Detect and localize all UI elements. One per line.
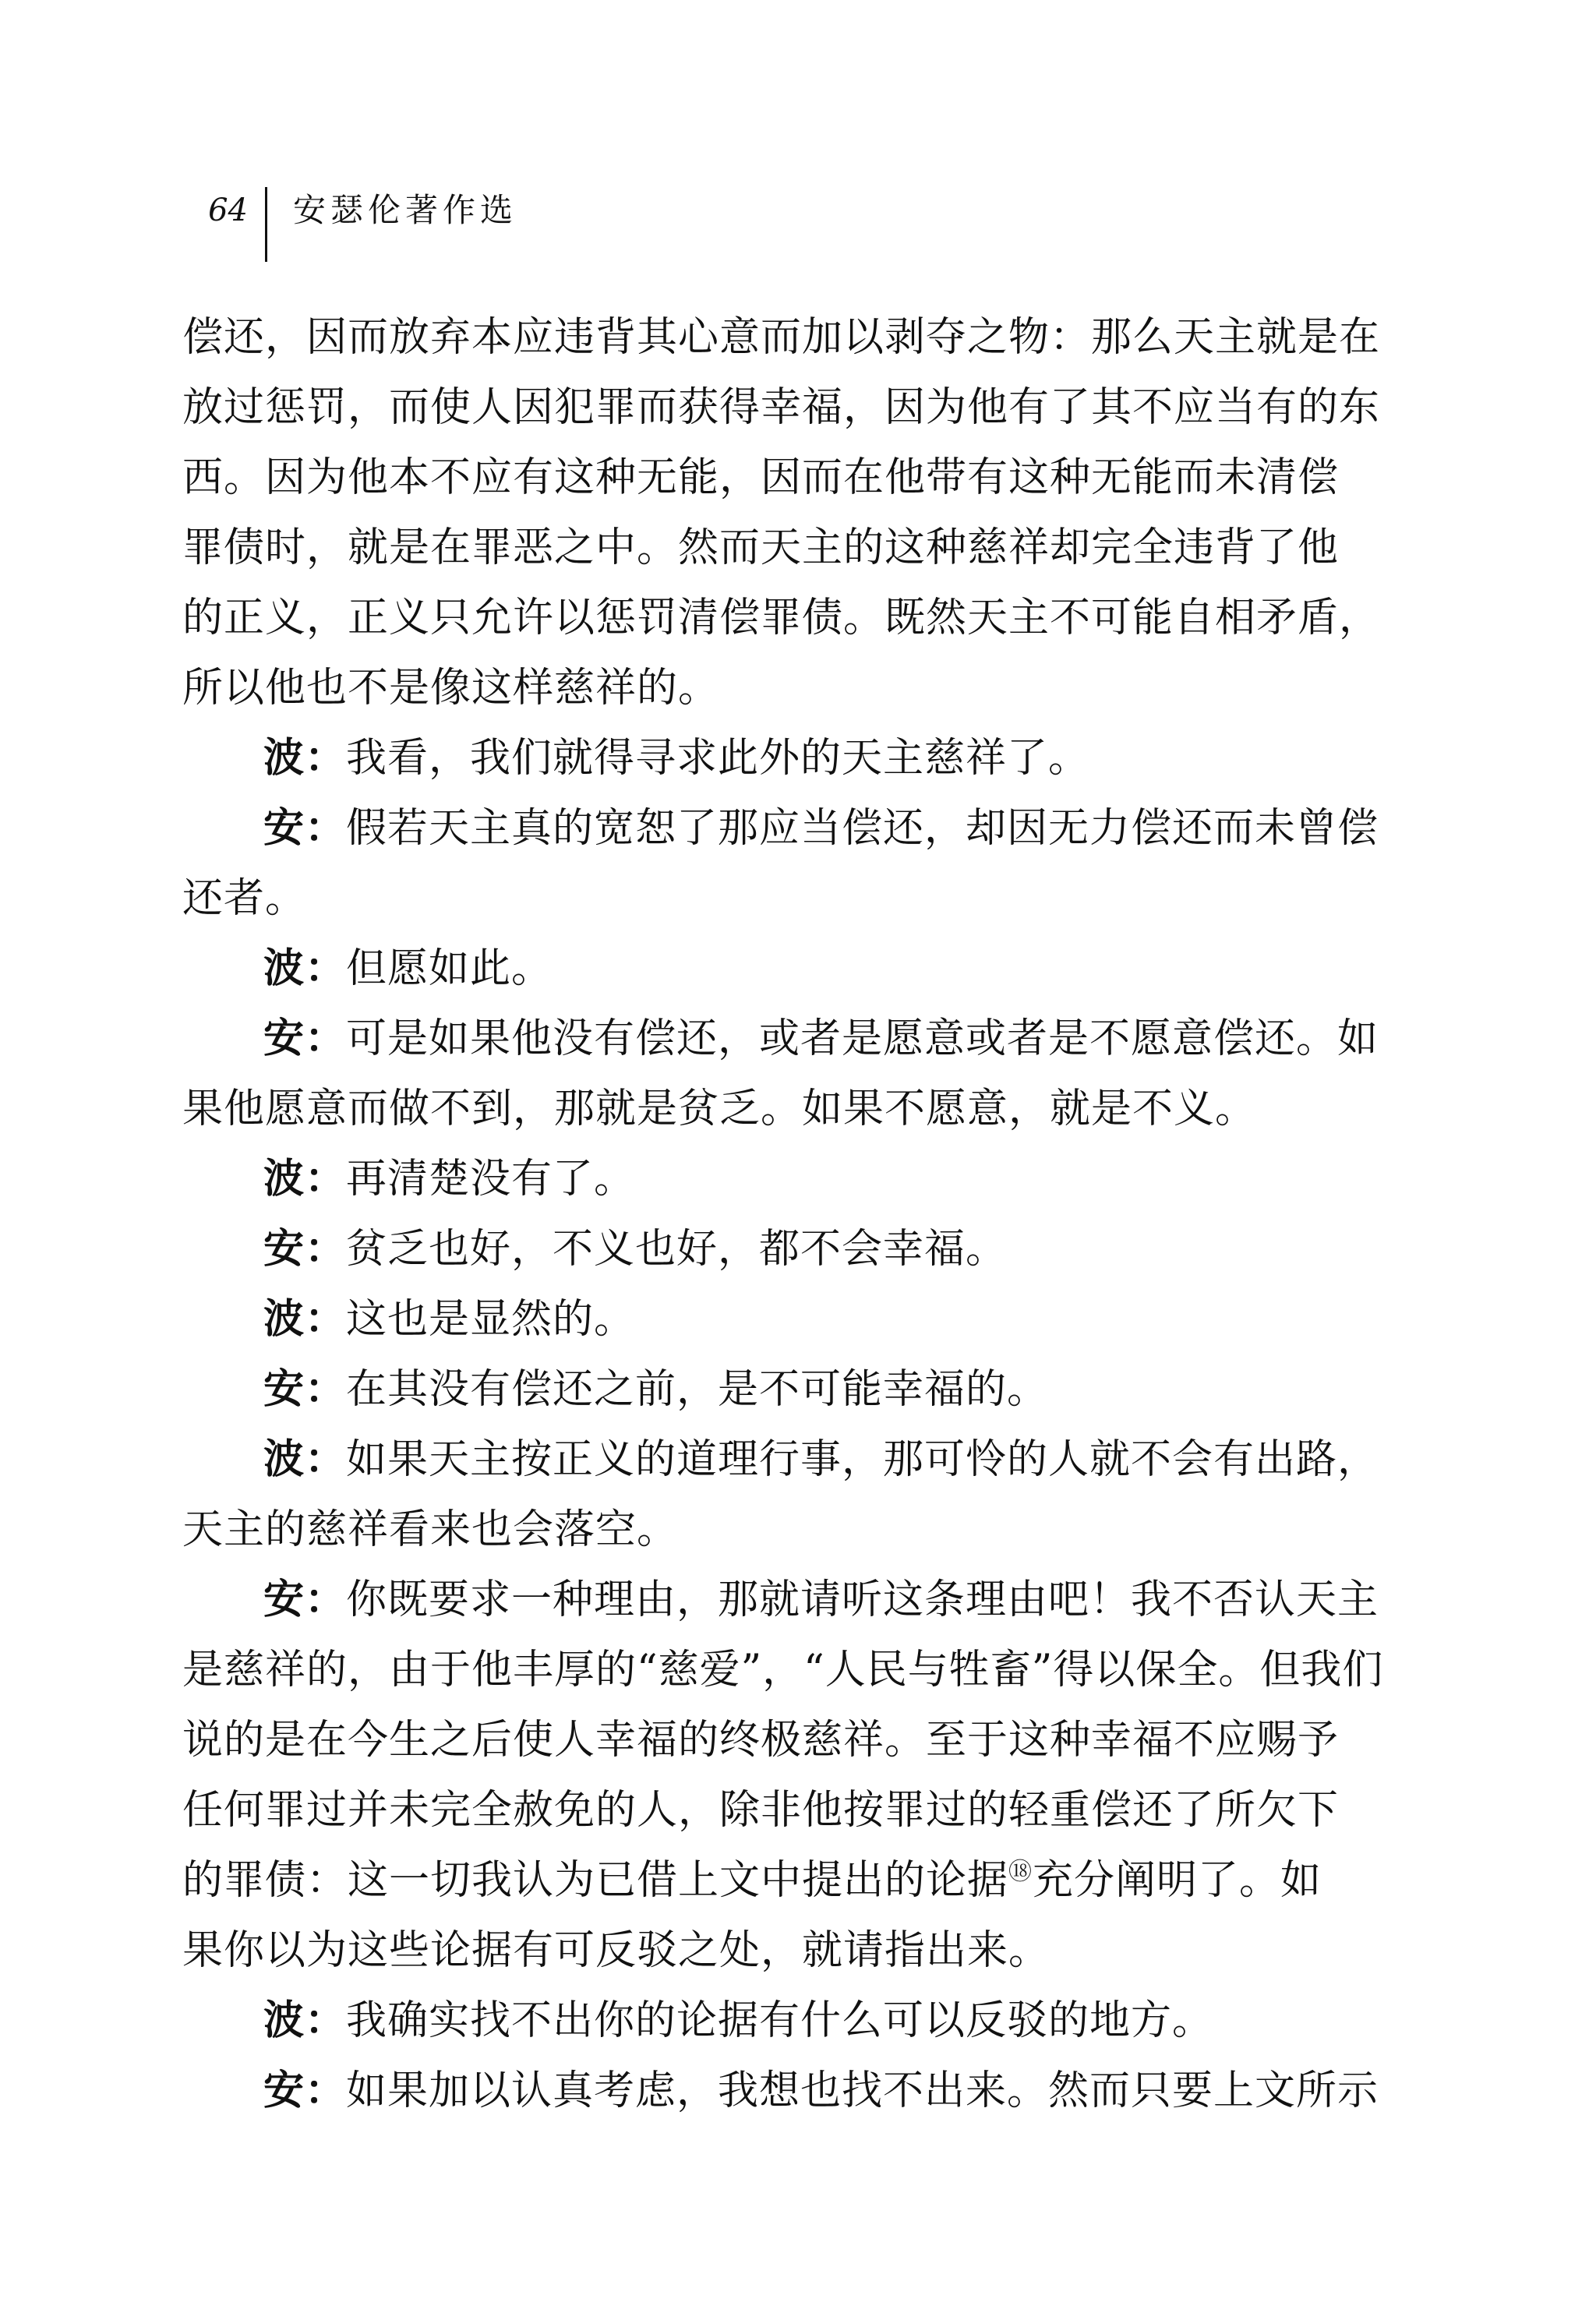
line-text: 西。因为他本不应有这种无能，因而在他带有这种无能而未清偿 bbox=[182, 454, 1340, 501]
text-line bbox=[182, 653, 1375, 723]
dialogue-line bbox=[182, 1144, 1375, 1214]
speaker-label: 波： bbox=[263, 945, 347, 992]
body-text bbox=[182, 302, 1384, 2126]
dialogue-line bbox=[182, 2056, 1379, 2126]
speaker-label: 波： bbox=[263, 1997, 347, 2044]
line-text: 放过惩罚，而使人因犯罪而获得幸福，因为他有了其不应当有的东 bbox=[182, 384, 1381, 431]
text-line bbox=[182, 863, 1375, 934]
line-text: 天主的慈祥看来也会落空。 bbox=[182, 1506, 679, 1553]
dialogue-line bbox=[182, 793, 1379, 863]
speaker-label: 安： bbox=[263, 1576, 347, 1623]
line-text: 我确实找不出你的论据有什么可以反驳的地方。 bbox=[346, 1997, 1214, 2044]
line-text: 的罪债：这一切我认为已借上文中提出的论据 bbox=[182, 1857, 1009, 1904]
line-text: 说的是在今生之后使人幸福的终极慈祥。至于这种幸福不应赐予 bbox=[182, 1717, 1340, 1764]
line-text: 果他愿意而做不到，那就是贫乏。如果不愿意，就是不义。 bbox=[182, 1086, 1257, 1132]
line-text: 如果加以认真考虑，我想也找不出来。然而只要上文所示 bbox=[346, 2068, 1379, 2114]
text-line bbox=[182, 1775, 1375, 1845]
text-line bbox=[182, 302, 1381, 373]
speaker-label: 安： bbox=[263, 2067, 347, 2114]
book-title: 安瑟伦著作选 bbox=[293, 191, 518, 229]
dialogue-line bbox=[182, 1004, 1379, 1074]
speaker-label: 波： bbox=[263, 1155, 347, 1202]
line-text: 果你以为这些论据有可反驳之处，就请指出来。 bbox=[182, 1927, 1050, 1974]
line-text: 所以他也不是像这样慈祥的。 bbox=[182, 665, 720, 712]
line-text: 如果天主按正义的道理行事，那可怜的人就不会有出路， bbox=[346, 1436, 1379, 1483]
running-header bbox=[201, 187, 1370, 265]
line-text: 是慈祥的，由于他丰厚的“慈爱”，“人民与牲畜”得以保全。但我们 bbox=[182, 1647, 1384, 1693]
text-line bbox=[182, 1705, 1375, 1775]
dialogue-line bbox=[182, 1284, 1375, 1354]
text-line bbox=[182, 583, 1381, 653]
dialogue-line bbox=[182, 1214, 1375, 1284]
dialogue-line bbox=[182, 723, 1375, 793]
dialogue-line bbox=[182, 1565, 1379, 1635]
line-text: 的正义，正义只允许以惩罚清偿罪债。既然天主不可能自相矛盾， bbox=[182, 595, 1381, 641]
line-text: 你既要求一种理由，那就请听这条理由吧！我不否认天主 bbox=[346, 1577, 1379, 1623]
text-line bbox=[182, 1495, 1375, 1565]
speaker-label: 波： bbox=[263, 1435, 347, 1483]
line-text-continued: 充分阐明了。如 bbox=[1033, 1857, 1322, 1904]
line-text: 任何罪过并未完全赦免的人，除非他按罪过的轻重偿还了所欠下 bbox=[182, 1787, 1340, 1834]
dialogue-line bbox=[182, 1986, 1375, 2056]
speaker-label: 波： bbox=[263, 1295, 347, 1343]
line-text: 可是如果他没有偿还，或者是愿意或者是不愿意偿还。如 bbox=[346, 1015, 1379, 1062]
text-line bbox=[182, 1074, 1375, 1144]
line-text: 但愿如此。 bbox=[346, 945, 553, 992]
speaker-label: 安： bbox=[263, 1225, 347, 1273]
page-number: 64 bbox=[208, 192, 248, 228]
line-text: 假若天主真的宽恕了那应当偿还，却因无力偿还而未曾偿 bbox=[346, 805, 1379, 852]
text-line bbox=[182, 1916, 1375, 1986]
speaker-label: 安： bbox=[263, 1365, 347, 1413]
speaker-label: 安： bbox=[263, 804, 347, 852]
line-text: 贫乏也好，不义也好，都不会幸福。 bbox=[346, 1226, 1008, 1273]
speaker-label: 波： bbox=[263, 734, 347, 782]
text-line bbox=[182, 1845, 1375, 1916]
line-text: 这也是显然的。 bbox=[346, 1296, 636, 1343]
line-text: 在其没有偿还之前，是不可能幸福的。 bbox=[346, 1366, 1049, 1413]
line-text: 还者。 bbox=[182, 875, 307, 922]
dialogue-line bbox=[182, 1354, 1375, 1425]
dialogue-line bbox=[182, 1425, 1379, 1495]
text-line bbox=[182, 513, 1375, 583]
dialogue-line bbox=[182, 934, 1375, 1004]
text-line bbox=[182, 1635, 1384, 1705]
speaker-label: 安： bbox=[263, 1015, 347, 1062]
line-text: 我看，我们就得寻求此外的天主慈祥了。 bbox=[346, 735, 1090, 782]
text-line bbox=[182, 373, 1381, 443]
line-text: 再清楚没有了。 bbox=[346, 1156, 636, 1202]
header-divider bbox=[265, 187, 267, 262]
line-text: 罪债时，就是在罪恶之中。然而天主的这种慈祥却完全违背了他 bbox=[182, 524, 1340, 571]
line-text: 偿还，因而放弃本应违背其心意而加以剥夺之物：那么天主就是在 bbox=[182, 314, 1381, 361]
text-line bbox=[182, 443, 1375, 513]
footnote-marker: ⑱ bbox=[1008, 1858, 1033, 1886]
